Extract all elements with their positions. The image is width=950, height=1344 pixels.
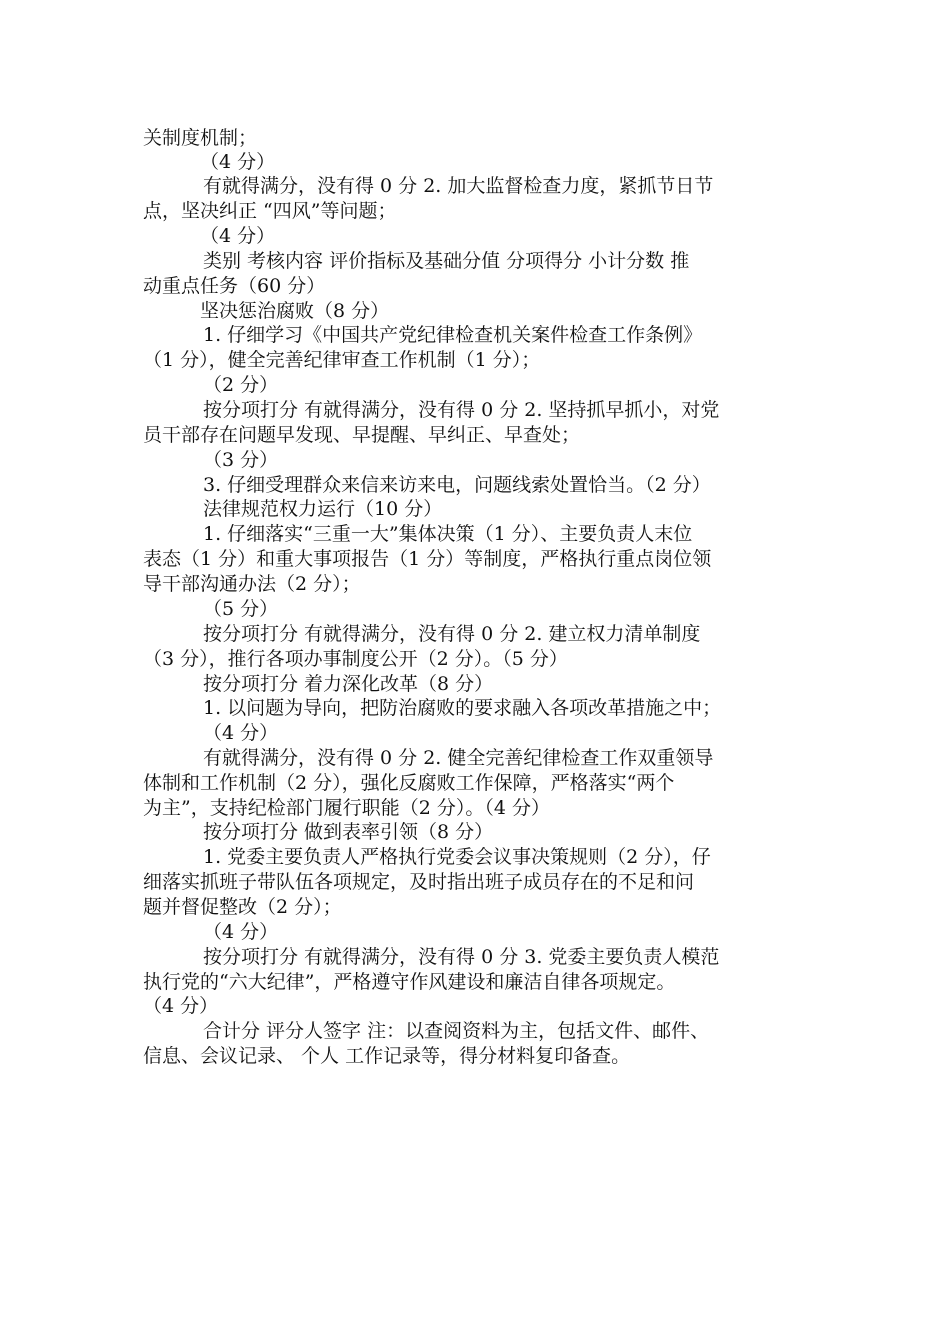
text-line: 为主”，支持纪检部门履行职能（2 分）。（4 分） [143, 797, 550, 819]
text-line: 按分项打分 着力深化改革（8 分） [203, 673, 494, 695]
text-line: 1. 仔细落实“三重一大”集体决策（1 分）、主要负责人末位 [203, 523, 693, 545]
text-line: （2 分） [203, 374, 279, 396]
text-line: 员干部存在问题早发现、早提醒、早纠正、早查处； [143, 424, 581, 446]
text-line: 执行党的“六大纪律”，严格遵守作风建设和廉洁自律各项规定。 [143, 971, 676, 993]
text-line: 导干部沟通办法（2 分）； [143, 573, 361, 595]
text-line: （4 分） [200, 151, 276, 173]
text-line: 有就得满分，没有得 0 分 2. 健全完善纪律检查工作双重领导 [203, 747, 714, 769]
text-line: （4 分） [200, 225, 276, 247]
text-line: 细落实抓班子带队伍各项规定，及时指出班子成员存在的不足和问 [143, 871, 695, 893]
text-line: （5 分） [203, 598, 279, 620]
text-line: 题并督促整改（2 分）； [143, 896, 342, 918]
text-line: 1. 党委主要负责人严格执行党委会议事决策规则（2 分），仔 [203, 846, 711, 868]
text-line: （4 分） [143, 995, 219, 1017]
text-line: 体制和工作机制（2 分），强化反腐败工作保障，严格落实“两个 [143, 772, 675, 794]
text-line: （3 分），推行各项办事制度公开（2 分）。（5 分） [143, 648, 568, 670]
text-line: 按分项打分 有就得满分，没有得 0 分 3. 党委主要负责人模范 [203, 946, 720, 968]
text-line: 信息、会议记录、 个人 工作记录等，得分材料复印备查。 [143, 1045, 631, 1067]
text-line: 坚决惩治腐败（8 分） [200, 300, 390, 322]
text-line: 1. 以问题为导向，把防治腐败的要求融入各项改革措施之中； [203, 697, 722, 719]
text-line: 1. 仔细学习《中国共产党纪律检查机关案件检查工作条例》 [203, 324, 703, 346]
text-line: 按分项打分 有就得满分，没有得 0 分 2. 坚持抓早抓小，对党 [203, 399, 720, 421]
text-line: （4 分） [203, 921, 279, 943]
text-line: （1 分），健全完善纪律审查工作机制（1 分）； [143, 349, 541, 371]
text-line: 有就得满分，没有得 0 分 2. 加大监督检查力度，紧抓节日节 [203, 175, 714, 197]
text-line: （4 分） [203, 722, 279, 744]
text-line: 按分项打分 做到表率引领（8 分） [203, 821, 494, 843]
text-line: 表态（1 分）和重大事项报告（1 分）等制度，严格执行重点岗位领 [143, 548, 712, 570]
text-line: 合计分 评分人签字 注：以查阅资料为主，包括文件、邮件、 [203, 1020, 710, 1042]
text-line: 动重点任务（60 分） [143, 275, 326, 297]
text-line: 类别 考核内容 评价指标及基础分值 分项得分 小计分数 推 [203, 250, 690, 272]
text-line: 按分项打分 有就得满分，没有得 0 分 2. 建立权力清单制度 [203, 623, 701, 645]
text-line: 点，坚决纠正 “四风”等问题； [143, 200, 397, 222]
text-line: 关制度机制； [143, 127, 258, 149]
text-line: 3. 仔细受理群众来信来访来电，问题线索处置恰当。（2 分） [203, 474, 711, 496]
text-line: 法律规范权力运行（10 分） [203, 498, 443, 520]
text-line: （3 分） [203, 449, 279, 471]
